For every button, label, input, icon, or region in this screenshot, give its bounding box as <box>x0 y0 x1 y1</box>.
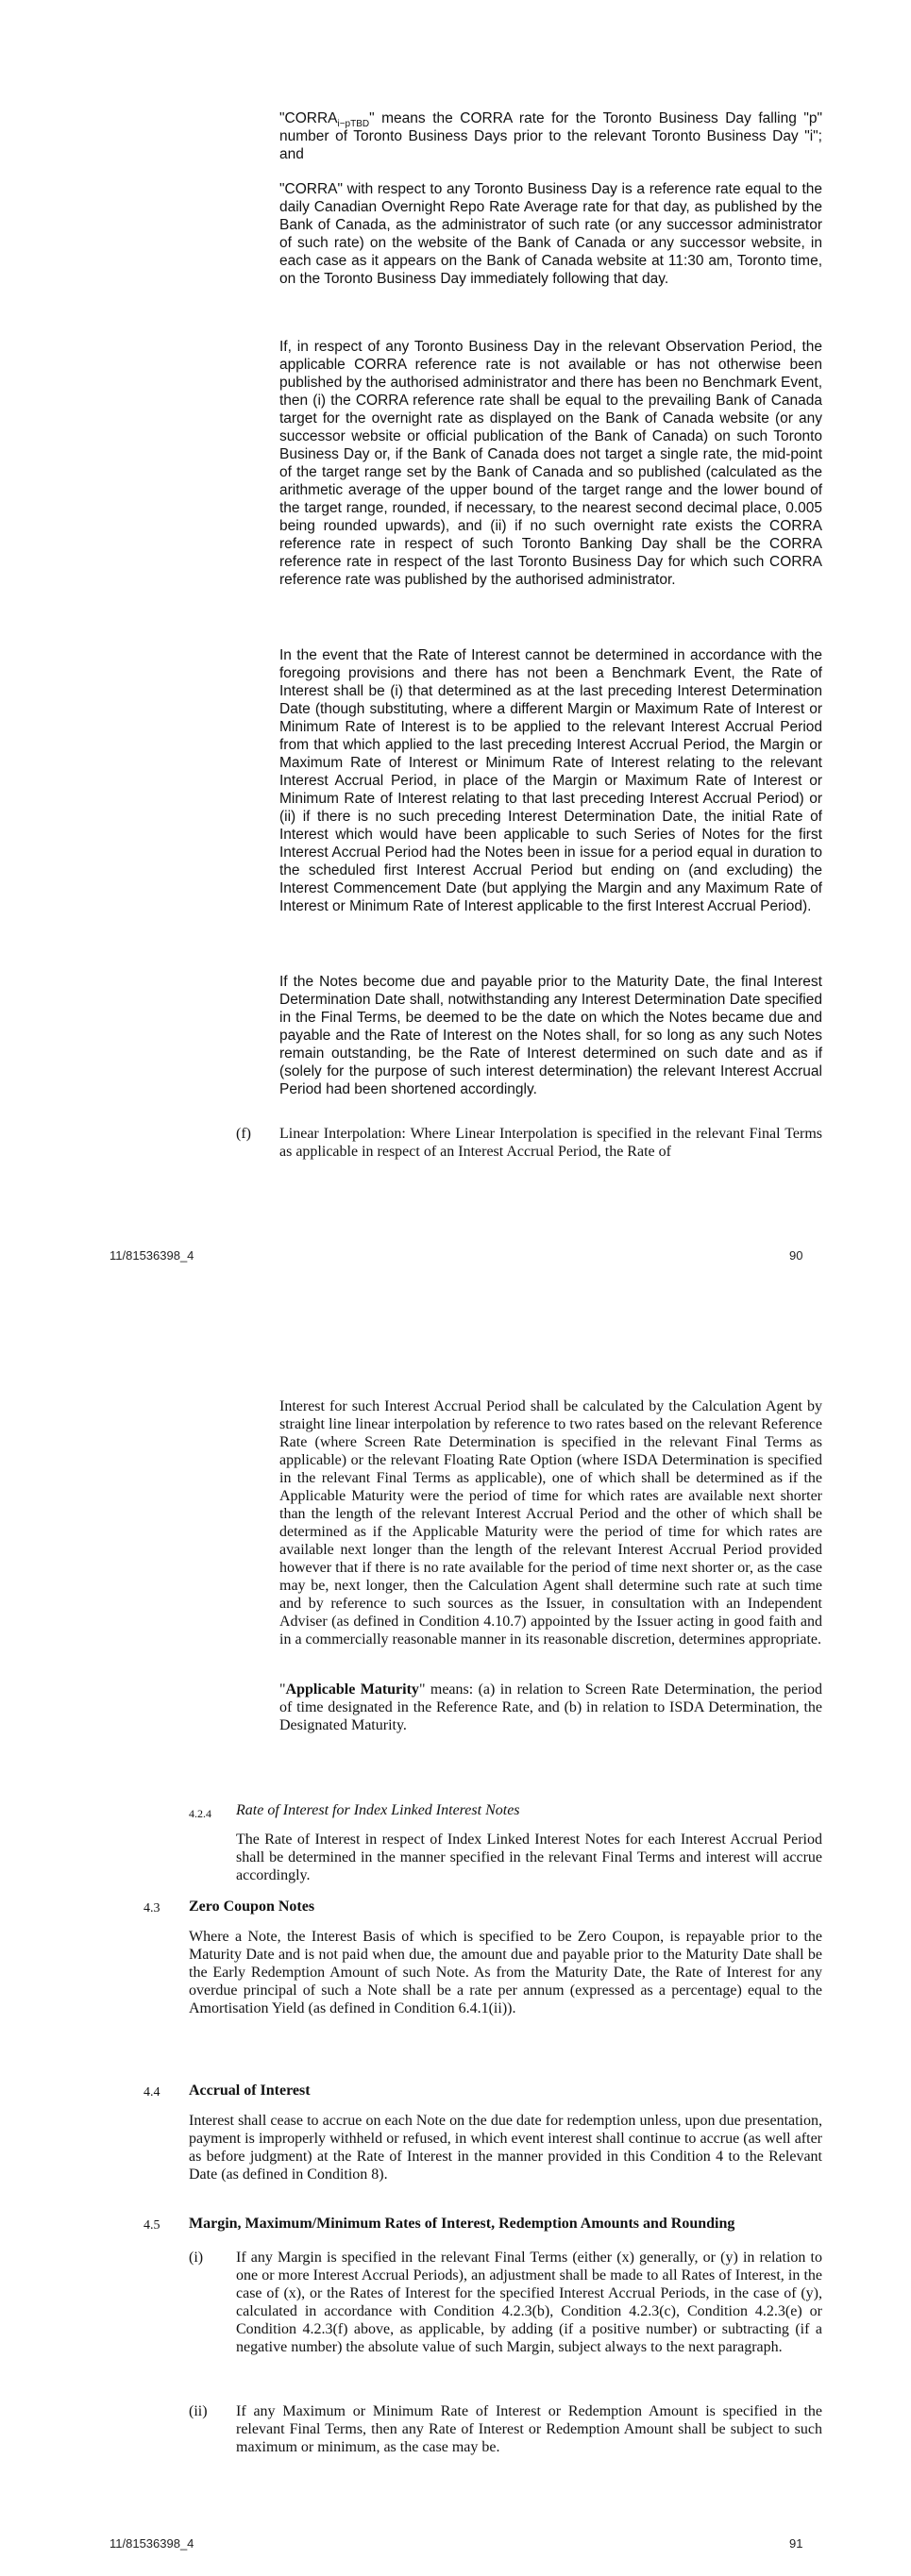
section-4-5-number: 4.5 <box>143 2218 160 2233</box>
linear-interpolation-continued: Interest for such Interest Accrual Period shall be calculated by the Calculation Agent by straight line linear interpolation by reference to two rates based on the relevant Reference Rate (where Screen Rate Determination is specified in the relevant Final Terms as applicable) or the relevant Floating Rate Option (where ISDA Determination is specified in the relevant Final Terms as applicable), one of which shall be determined as if the Applicable Maturity were the period of time for which rates are available next shorter than the length of the relevant Interest Accrual Period and the other of which shall be determined as if the Applicable Maturity were the period of time for which rates are available next longer than the length of the relevant Interest Accrual Period provided however that if there is no rate available for the period of time next shorter or, as the case may be, next longer, then the Calculation Agent shall determine such rate at such time and by reference to such sources as the Issuer, in consultation with an Independent Adviser (as defined in Condition 4.10.7) appointed by the Issuer acting in good faith and in a commercially reasonable manner in its reasonable discretion, determines appropriate. <box>279 1398 822 1648</box>
applicable-maturity-term: Applicable Maturity <box>285 1681 419 1698</box>
corra-p-lead: "CORRA <box>279 110 338 126</box>
corra-fallback-paragraph: If, in respect of any Toronto Business Day in the relevant Observation Period, the applicable CORRA reference rate is not available or has not otherwise been published by the authorised administrator and there has been no Benchmark Event, then (i) the CORRA reference rate shall be equal to the prevailing Bank of Canada target for the overnight rate as displayed on the Bank of Canada website (or any successor website or official publication of the Bank of Canada) on such Toronto Business Day or, if the Bank of Canada does not target a single rate, the mid-point of the target range set by the Bank of Canada and so published (calculated as the arithmetic average of the upper bound of the target range and the lower bound of the target range, rounded, if necessary, to the nearest second decimal place, 0.005 being rounded upwards), and (ii) if no such overnight rate exists the CORRA reference rate in respect of such Toronto Banking Day shall be the CORRA reference rate in respect of the last Toronto Business Day for which such CORRA reference rate was published by the authorised administrator. <box>279 339 822 588</box>
section-4-5-ii-label: (ii) <box>189 2403 208 2419</box>
quote-mark: " <box>279 1681 286 1698</box>
section-4-2-4-text: The Rate of Interest in respect of Index Linked Interest Notes for each Interest Accrual Period shall be determined in the manner specified in the relevant Final Terms and interest will accrue accordingly. <box>236 1832 822 1883</box>
section-4-5-i-label: (i) <box>189 2250 204 2266</box>
section-4-3-title: Zero Coupon Notes <box>189 1899 315 1915</box>
section-4-3-text: Where a Note, the Interest Basis of which is specified to be Zero Coupon, is repayable prior to the Maturity Date and is not paid when due, the amount due and payable prior to the Maturity Date shall be the Early Redemption Amount of such Note. As from the Maturity Date, the Rate of Interest for any overdue principal of such a Note shall be a rate per annum (expressed as a percentage) equal to the Amortisation Yield (as defined in Condition 6.4.1(ii)). <box>189 1929 822 2016</box>
early-maturity-paragraph: If the Notes become due and payable prior to the Maturity Date, the final Interest Determination Date shall, notwithstanding any Interest Determination Date specified in the Final Terms, be deemed to be the date on which the Notes became due and payable and the Rate of Interest on the Notes shall, for so long as any such Notes remain outstanding, be the Rate of Interest determined on such date and as if (solely for the purpose of such interest determination) the relevant Interest Accrual Period had been shortened accordingly. <box>279 974 822 1097</box>
applicable-maturity-text: " means: (a) in relation to Screen Rate Determination, the period of time designated in the Reference Rate, and (b) in relation to ISDA Determination, the Designated Maturity. <box>279 1681 822 1733</box>
footer-page-number: 91 <box>789 2536 803 2551</box>
section-4-3-number: 4.3 <box>143 1901 160 1915</box>
applicable-maturity-definition <box>279 1681 822 1734</box>
corra-p-tail: " means the CORRA rate for the Toronto Business Day falling "p" number of Toronto Business Days prior to the relevant Toronto Business Day "i"; and <box>279 110 822 162</box>
section-4-2-4-title: Rate of Interest for Index Linked Interest Notes <box>236 1802 520 1818</box>
corra-definition: "CORRA" with respect to any Toronto Business Day is a reference rate equal to the daily Canadian Overnight Repo Rate Average rate for that day, as published by the Bank of Canada, as the administrator of such rate (or any successor administrator of such rate) on the website of the Bank of Canada or any successor website, in each case as it appears on the Bank of Canada website at 11:30 am, Toronto time, on the Toronto Business Day immediately following that day. <box>279 181 822 287</box>
section-4-4-text: Interest shall cease to accrue on each Note on the due date for redemption unless, upon due presentation, payment is improperly withheld or refused, in which event interest shall continue to accrue (as well after as before judgment) at the Rate of Interest in the manner provided in this Condition 4 to the Relevant Date (as defined in Condition 8). <box>189 2113 822 2183</box>
footer-document-ref: 11/81536398_4 <box>110 2536 194 2551</box>
section-4-5-ii-text: If any Maximum or Minimum Rate of Interest or Redemption Amount is specified in the relevant Final Terms, then any Rate of Interest or Redemption Amount shall be subject to such maximum or minimum, as the case may be. <box>236 2403 822 2455</box>
page-91 <box>0 1288 911 2576</box>
rate-not-determined-paragraph: In the event that the Rate of Interest cannot be determined in accordance with the foregoing provisions and there has not been a Benchmark Event, the Rate of Interest shall be (i) that determined as at the last preceding Interest Determination Date (though substituting, where a different Margin or Maximum Rate of Interest or Minimum Rate of Interest is to be applied to the relevant Interest Accrual Period from that which applied to the last preceding Interest Accrual Period, the Margin or Maximum Rate of Interest or Minimum Rate of Interest relating to the relevant Interest Accrual Period, in place of the Margin or Maximum Rate of Interest or Minimum Rate of Interest relating to that last preceding Interest Accrual Period) or (ii) if there is no such preceding Interest Determination Date, the initial Rate of Interest which would have been applicable to such Series of Notes for the first Interest Accrual Period had the Notes been in issue for a period equal in duration to the scheduled first Interest Accrual Period but ending on (and excluding) the Interest Commencement Date (but applying the Margin and any Maximum Rate of Interest or Minimum Rate of Interest applicable to the first Interest Accrual Period). <box>279 647 822 914</box>
section-4-4-number: 4.4 <box>143 2085 160 2099</box>
corra-p-subscript: i−pTBD <box>337 119 370 130</box>
item-f-label: (f) <box>236 1126 251 1142</box>
corra-p-definition <box>279 109 822 163</box>
section-4-4-title: Accrual of Interest <box>189 2083 311 2099</box>
section-4-5-title: Margin, Maximum/Minimum Rates of Interest, Redemption Amounts and Rounding <box>189 2216 735 2232</box>
section-4-2-4-number: 4.2.4 <box>189 1807 211 1820</box>
linear-interpolation-paragraph: Linear Interpolation: Where Linear Interpolation is specified in the relevant Final Terms as applicable in respect of an Interest Accrual Period, the Rate of <box>279 1126 822 1160</box>
section-4-5-i-text: If any Margin is specified in the relevant Final Terms (either (x) generally, or (y) in relation to one or more Interest Accrual Periods), an adjustment shall be made to all Rates of Interest, in the case of (x), or the Rates of Interest for the specified Interest Accrual Periods, in the case of (y), calculated in accordance with Condition 4.2.3(b), Condition 4.2.3(c), Condition 4.2.3(e) or Condition 4.2.3(f) above, as applicable, by adding (if a positive number) or subtracting (if a negative number) the absolute value of such Margin, subject always to the next paragraph. <box>236 2250 822 2355</box>
footer-page-number: 90 <box>789 1248 803 1263</box>
footer-document-ref: 11/81536398_4 <box>110 1248 194 1263</box>
